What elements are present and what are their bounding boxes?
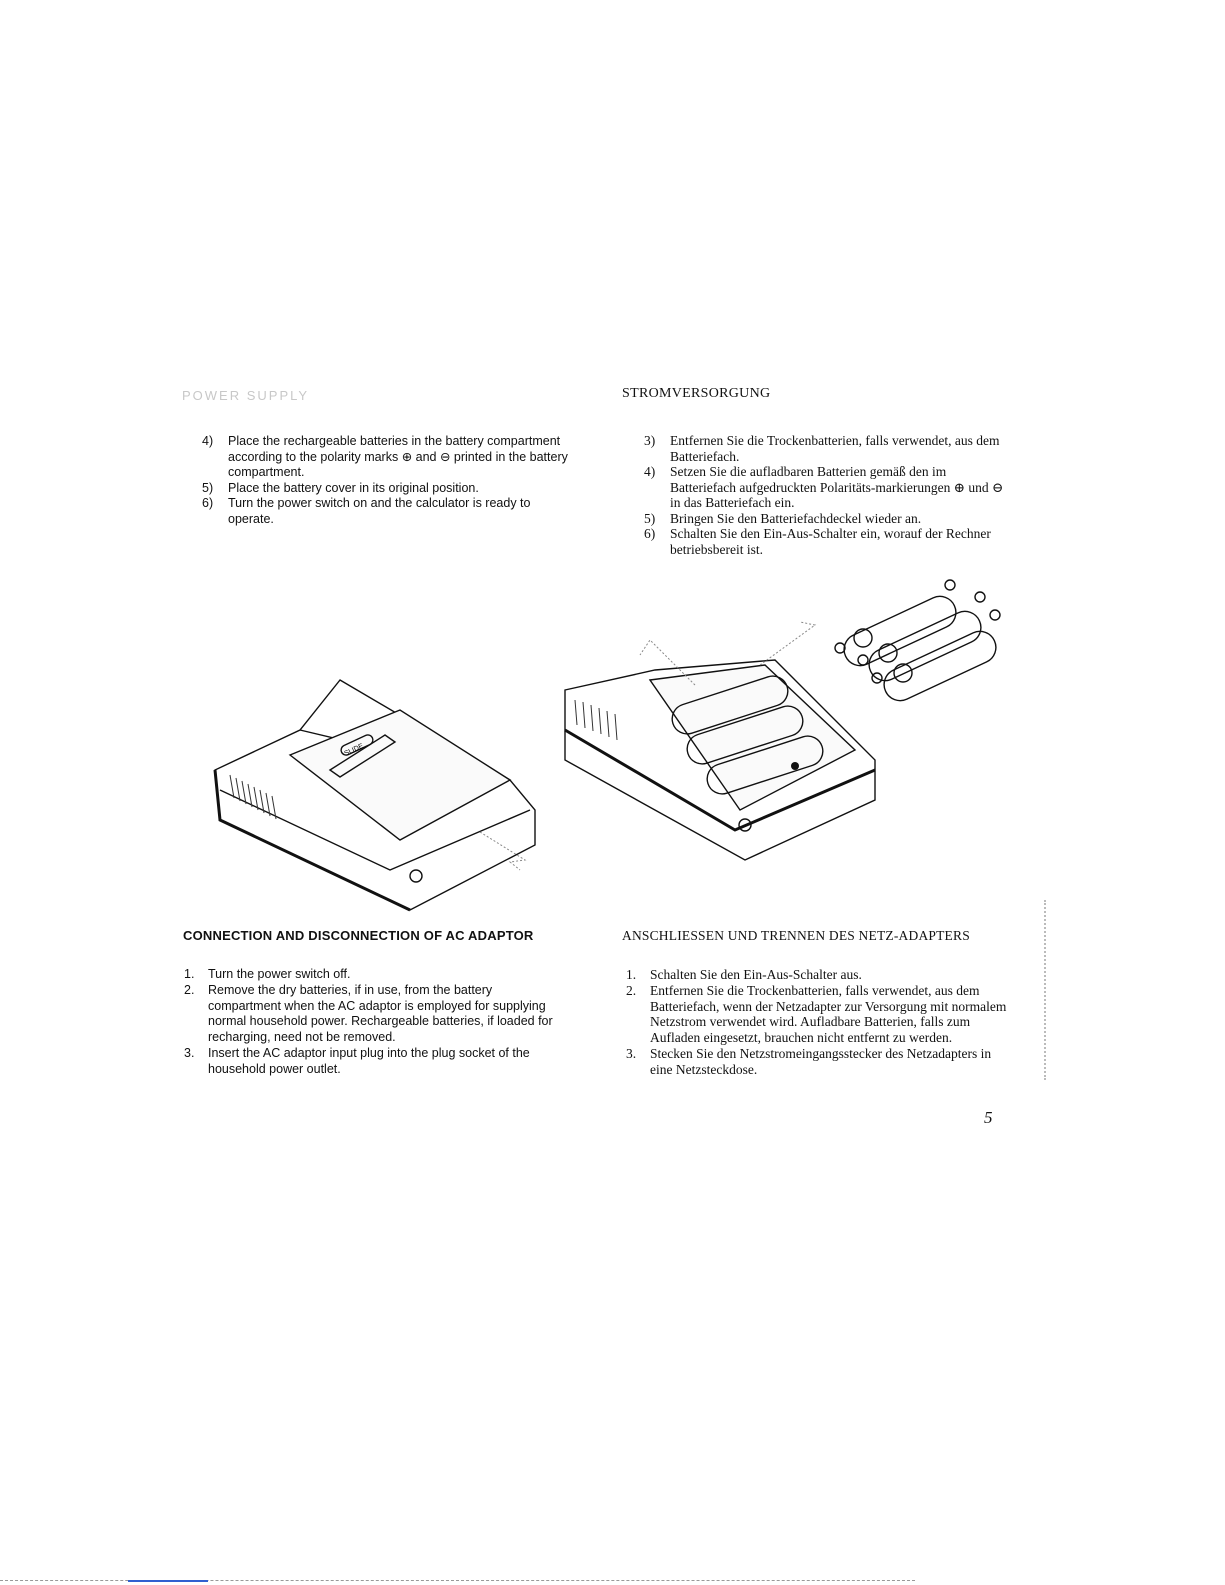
list-item: 2. Remove the dry batteries, if in use, from the battery compartment when the AC adaptor is employed for supplying normal household power. Rechargeable batteries, if loaded for recharging, need not be removed. [184,982,553,1045]
english-steps-top [202,434,573,527]
scan-artifact-dots [1044,900,1048,1080]
arrow-icon [760,622,815,665]
english-steps-ac [184,967,563,1078]
calculator-cover-illustration [190,670,560,920]
list-item: 6) Turn the power switch on and the calculator is ready to operate. [202,496,531,526]
german-steps-ac [626,967,1015,1078]
list-item: 3. Stecken Sie den Netzstromeingangsstecker des Netzadapters in eine Netzsteckdose. [626,1045,992,1077]
list-item: 1. Turn the power switch off. [184,967,351,981]
list-item: 3) Entfernen Sie die Trockenbatterien, falls verwendet, aus dem Batteriefach. [644,433,1000,464]
battery-compartment-illustration [555,560,1020,870]
cover-label: SLIDE [343,742,365,758]
list-item: 1. Schalten Sie den Ein-Aus-Schalter aus. [626,967,862,982]
list-item: 2. Entfernen Sie die Trockenbatterien, falls verwendet, aus dem Batteriefach, wenn der Netzadapter zur Versorgung mit normalem Netzstrom verwendet wird. Aufladbare Batterien, falls zum Aufladen eingesetzt, brauchen nicht entfernt zu werden. [626,982,1007,1046]
list-item: 3. Insert the AC adaptor input plug into the plug socket of the household power outlet. [184,1045,530,1076]
bottom-link-underline [128,1580,208,1582]
page-number: 5 [984,1108,993,1127]
german-steps-top [644,433,1010,557]
section-title-german: ANSCHLIESSEN UND TRENNEN DES NETZ-ADAPTERS [622,928,970,943]
list-item: 4) Place the rechargeable batteries in the battery compartment according to the polarity marks ⊕ and ⊖ printed in the battery compartment. [202,434,568,479]
section-title-english: CONNECTION AND DISCONNECTION OF AC ADAPTOR [183,928,534,943]
section-heading-german: STROMVERSORGUNG [622,386,771,401]
section-heading-english: POWER SUPPLY [182,388,310,403]
list-item: 4) Setzen Sie die aufladbaren Batterien gemäß den im Batteriefach aufgedruckten Polaritäts-markierungen ⊕ und ⊖ in das Batteriefach ein. [644,464,1004,510]
list-item: 6) Schalten Sie den Ein-Aus-Schalter ein, worauf der Rechner betriebsbereit ist. [644,526,991,557]
list-item: 5) Bringen Sie den Batteriefachdeckel wieder an. [644,510,922,526]
list-item: 5) Place the battery cover in its original position. [202,480,479,495]
